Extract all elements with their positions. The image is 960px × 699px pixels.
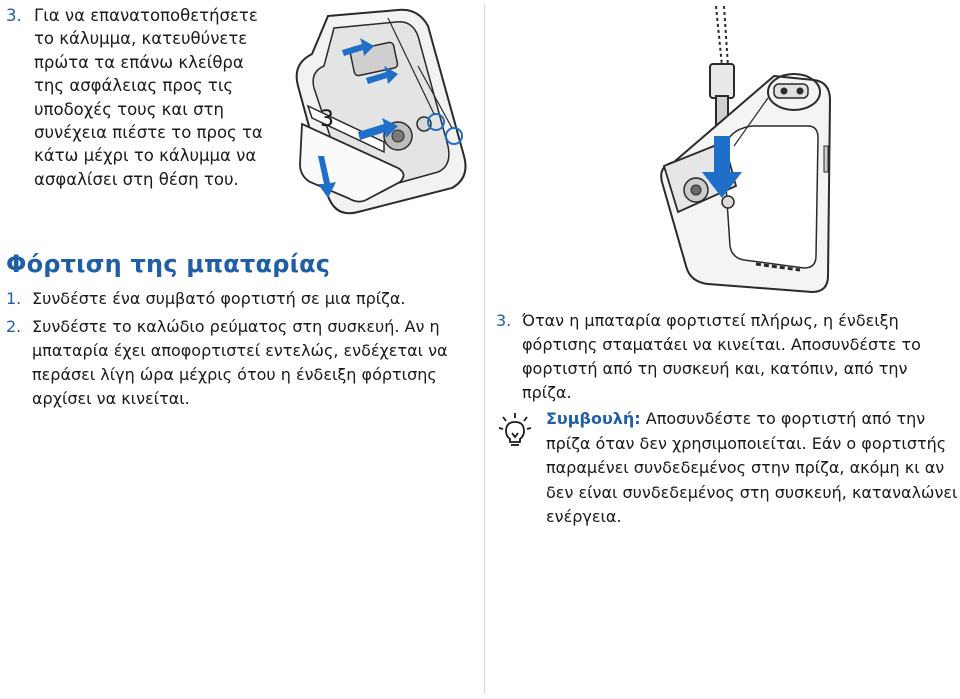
step-text: Συνδέστε το καλώδιο ρεύματος στη συσκευή. Αν η μπαταρία έχει αποφορτιστεί εντελώς, ενδέχεται να περάσει λίγη ώρα μέχρις ότου η ένδειξη φόρτισης αρχίσει να κινείται. <box>32 317 448 408</box>
lightbulb-icon <box>498 411 532 447</box>
step-number: 1. <box>6 289 22 308</box>
step-number: 2. <box>6 317 22 336</box>
step-text: Συνδέστε ένα συμβατό φορτιστή σε μια πρίζα. <box>32 289 406 308</box>
column-divider <box>484 4 485 694</box>
tip-content: Αποσυνδέστε το φορτιστή από την πρίζα όταν δεν χρησιμοποιείται. Εάν ο φορτιστής παραμένει συνδεδεμένος στην πρίζα, ακόμη κι αν δεν είναι συνδεδεμένος στη συσκευή, καταναλώνει ενέργεια. <box>546 409 958 526</box>
step-text: Για να επανατοποθετήσετε το κάλυμμα, κατευθύνετε πρώτα τα επάνω κλείθρα της ασφάλειας προς τις υποδοχές τους και στη συνέχεια πιέστε το προς τα κάτω μέχρι το κάλυμμα να ασφαλίσει στη θέση του. <box>34 6 263 189</box>
tip-box <box>496 407 958 530</box>
charger-illustration <box>624 6 844 306</box>
step-number: 3. <box>496 311 512 330</box>
step-number: 3. <box>6 6 22 25</box>
section-title: Φόρτιση της μπαταρίας <box>6 250 331 278</box>
tip-text <box>496 407 958 530</box>
charging-steps-list <box>6 287 470 411</box>
tip-label: Συμβουλή: <box>546 409 641 428</box>
charging-steps-list-continued <box>496 309 956 405</box>
charging-step-2 <box>6 315 470 411</box>
step-text: Όταν η μπαταρία φορτιστεί πλήρως, η ένδειξη φόρτισης σταματάει να κινείται. Αποσυνδέστε το φορτιστή από τη συσκευή και, κατόπιν, από την πρίζα. <box>522 311 921 402</box>
charging-step-3 <box>496 309 956 405</box>
illustration-step-label: 3 <box>320 107 334 132</box>
charging-step-1 <box>6 287 470 311</box>
cover-illustration <box>288 6 474 218</box>
cover-step-3 <box>6 4 276 191</box>
